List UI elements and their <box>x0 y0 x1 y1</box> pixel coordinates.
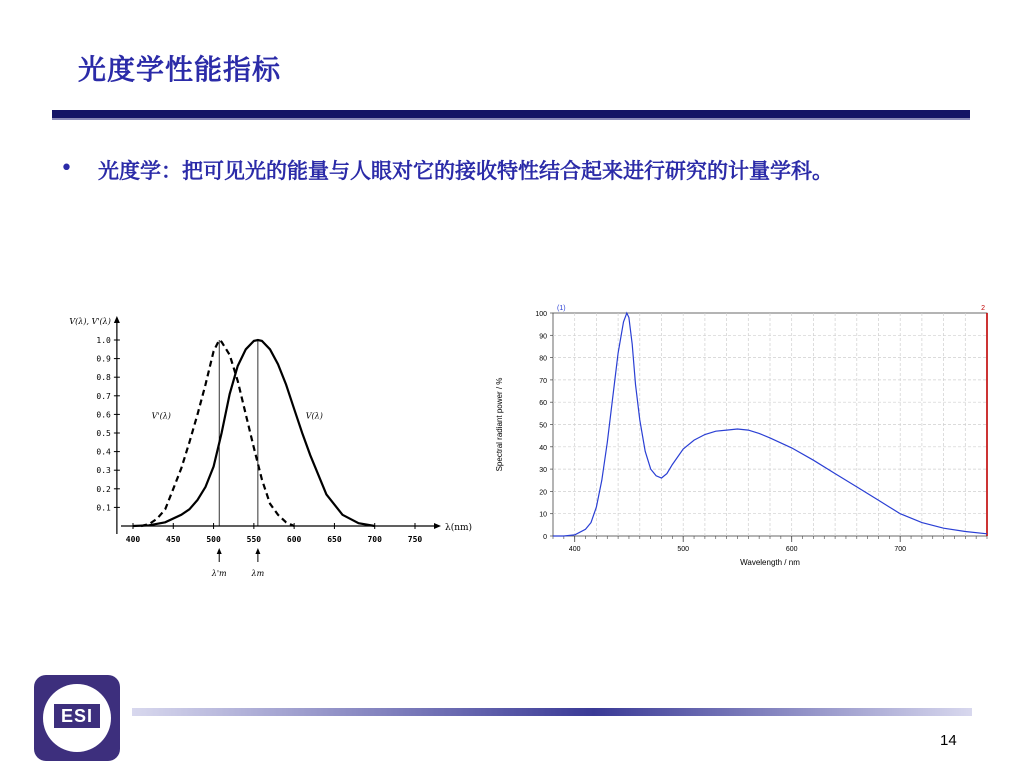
peak-arrow-head <box>255 548 260 554</box>
corner-label-right: 2 <box>981 305 985 312</box>
title-divider-shadow <box>52 118 970 120</box>
y-tick-label: 30 <box>539 467 547 475</box>
x-tick-label: 700 <box>367 535 382 544</box>
x-axis-label: λ(nm) <box>445 523 473 533</box>
y-axis-label: V(λ), V'(λ) <box>69 317 111 326</box>
footer-bar <box>132 708 972 716</box>
y-tick-label: 0.4 <box>96 447 111 457</box>
y-tick-label: 10 <box>539 511 547 519</box>
title-divider <box>52 110 970 118</box>
peak-marker-label: λ'm <box>211 569 227 578</box>
y-tick-label: 100 <box>535 311 547 318</box>
y-tick-label: 40 <box>539 444 547 452</box>
y-axis-arrow <box>114 316 120 323</box>
y-tick-label: 20 <box>539 489 547 497</box>
x-tick-label: 550 <box>246 535 262 544</box>
y-tick-label: 0.7 <box>96 391 111 401</box>
y-tick-label: 60 <box>539 400 547 408</box>
series-label-v-prime: V'(λ) <box>151 411 171 421</box>
page-number: 14 <box>940 732 957 749</box>
peak-arrow-head <box>217 548 222 554</box>
corner-label-left: (1) <box>557 305 566 312</box>
x-tick-label: 400 <box>125 535 141 544</box>
luminosity-chart <box>40 300 473 590</box>
esi-logo <box>34 675 120 761</box>
bullet-item <box>60 156 920 186</box>
bullet-marker: • <box>60 156 73 181</box>
y-axis-label: Spectral radiant power / % <box>495 377 504 472</box>
y-tick-label: 50 <box>539 422 547 430</box>
y-tick-label: 0.3 <box>96 466 111 476</box>
x-tick-label: 650 <box>327 535 342 544</box>
peak-marker-label: λm <box>251 569 265 578</box>
y-tick-label: 0.9 <box>96 354 111 364</box>
y-tick-label: 0.2 <box>96 484 111 494</box>
y-tick-label: 0.1 <box>96 503 111 513</box>
series-label-v: V(λ) <box>305 411 323 421</box>
x-tick-label: 750 <box>407 535 423 544</box>
y-tick-label: 0.8 <box>96 373 111 383</box>
bullet-text: 光度学：把可见光的能量与人眼对它的接收特性结合起来进行研究的计量学科。 <box>98 159 833 183</box>
slide-title: 光度学性能指标 <box>78 53 282 86</box>
y-tick-label: 90 <box>539 333 547 341</box>
x-tick-label: 450 <box>166 535 181 544</box>
spectrum-chart <box>490 298 1000 578</box>
y-tick-label: 0.6 <box>96 410 111 420</box>
y-tick-label: 1.0 <box>96 336 111 345</box>
series-v-prime-curve <box>141 340 294 526</box>
x-tick-label: 600 <box>286 535 302 544</box>
x-axis-arrow <box>434 523 441 529</box>
logo-text: ESI <box>54 704 100 728</box>
y-tick-label: 80 <box>539 355 547 363</box>
x-tick-label: 500 <box>206 535 221 544</box>
x-tick-label: 500 <box>677 546 690 553</box>
x-tick-label: 400 <box>568 546 581 553</box>
x-tick-label: 600 <box>785 546 798 553</box>
y-tick-label: 0.5 <box>96 429 111 438</box>
x-tick-label: 700 <box>894 546 907 553</box>
x-axis-label: Wavelength / nm <box>740 558 800 567</box>
y-tick-label: 0 <box>543 534 547 541</box>
y-tick-label: 70 <box>539 377 547 385</box>
